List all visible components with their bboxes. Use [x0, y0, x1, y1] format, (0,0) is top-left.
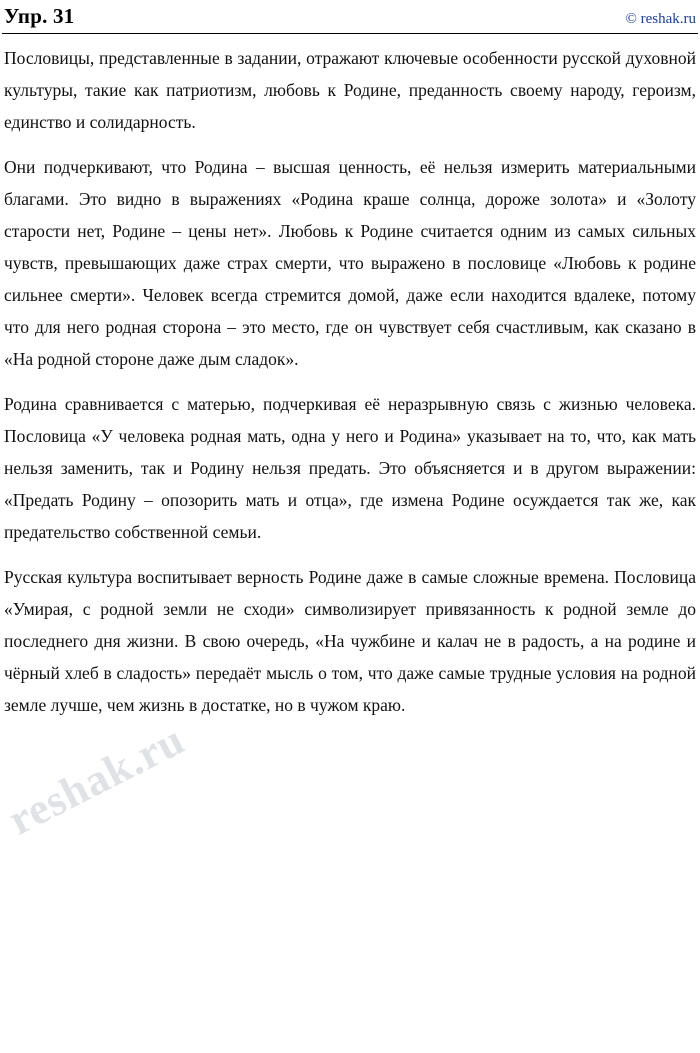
header-divider [2, 33, 698, 34]
paragraph: Родина сравнивается с матерью, подчеркивая её неразрывную связь с жизнью человека. Пословица «У человека родная мать, одна у него и Родина» указывает на то, что, как мать нельзя заменить, так и Родину нельзя предать. Это объясняется и в другом выражении: «Предать Родину – опозорить мать и отца», где измена Родине осуждается так же, как предательство собственной семьи. [4, 394, 696, 542]
copyright-notice: © reshak.ru [625, 11, 696, 27]
paragraph: Пословицы, представленные в задании, отражают ключевые особенности русской духовной культуры, такие как патриотизм, любовь к Родине, преданность своему народу, героизм, единство и солидарность. [4, 48, 696, 132]
site-watermark: reshak.ru [0, 714, 193, 845]
document-body [2, 42, 698, 721]
page-title: Упр. 31 [4, 4, 75, 28]
paragraph: Русская культура воспитывает верность Родине даже в самые сложные времена. Пословица «Умирая, с родной земли не сходи» символизирует привязанность к родной земле до последнего дня жизни. В свою очередь, «На чужбине и калач не в радость, а на родине и чёрный хлеб в сладость» передаёт мысль о том, что даже самые трудные условия на родной земле лучше, чем жизнь в достатке, но в чужом краю. [4, 567, 696, 715]
paragraph: Они подчеркивают, что Родина – высшая ценность, её нельзя измерить материальными благами. Это видно в выражениях «Родина краше солнца, дороже золота» и «Золоту старости нет, Родине – цены нет». Любовь к Родине считается одним из самых сильных чувств, превышающих даже страх смерти, что выражено в пословице «Любовь к родине сильнее смерти». Человек всегда стремится домой, даже если находится вдалеке, потому что для него родная сторона – это место, где он чувствует себя счастливым, как сказано в «На родной стороне даже дым сладок». [4, 157, 696, 369]
page-header [2, 0, 698, 29]
